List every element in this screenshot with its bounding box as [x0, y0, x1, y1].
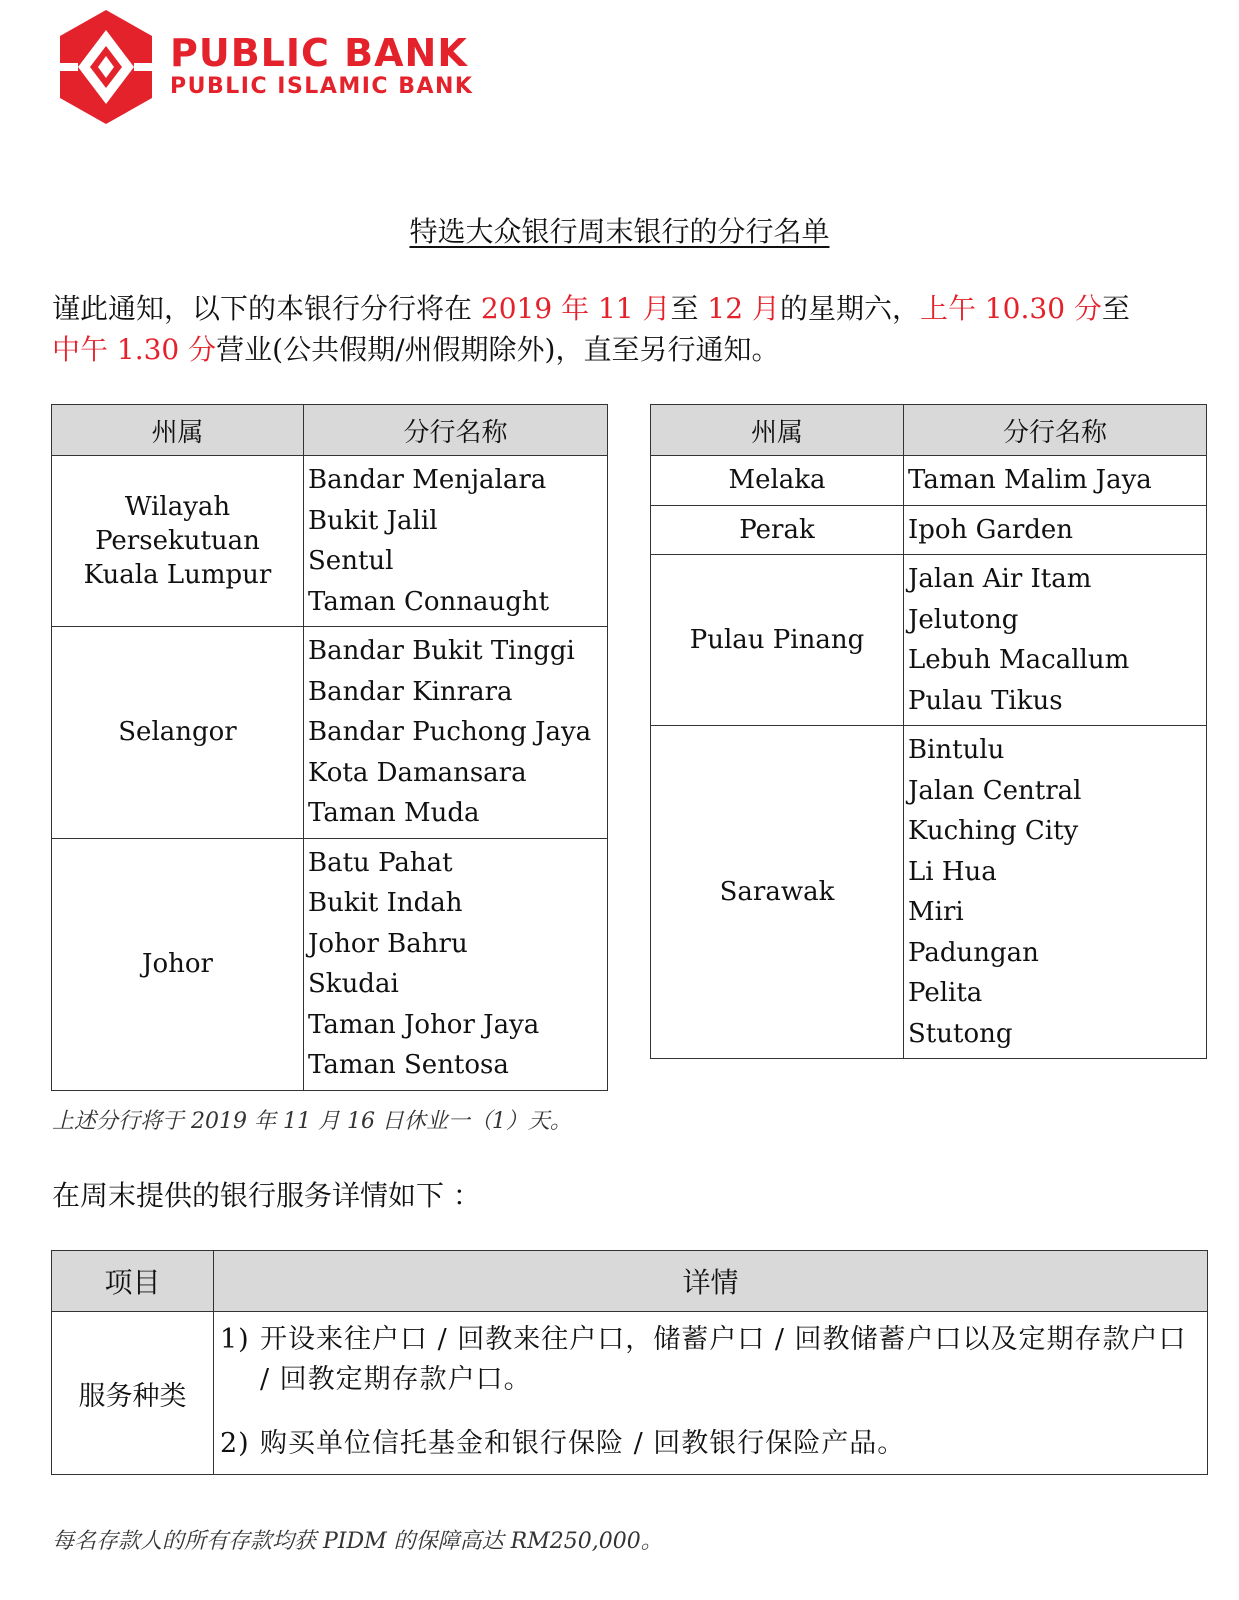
notice-text-4: 至 — [1101, 292, 1130, 325]
service-details — [214, 1312, 1208, 1475]
branch-name: Jalan Central — [908, 775, 1082, 806]
closure-note: 上述分行将于 2019 年 11 月 16 日休业一（1）天。 — [52, 1109, 572, 1134]
item-column-header: 项目 — [52, 1251, 214, 1312]
table-row — [52, 627, 608, 839]
detail-column-header: 详情 — [214, 1251, 1208, 1312]
branch-name: Sentul — [308, 546, 394, 576]
notice-text-3: 的星期六， — [779, 292, 920, 325]
branch-name: Padungan — [908, 937, 1039, 968]
table-row — [651, 555, 1207, 726]
branch-list-cell — [904, 456, 1207, 506]
branch-name: Stutong — [908, 1018, 1013, 1049]
branch-name: Bintulu — [908, 735, 1005, 765]
branch-name: Ipoh Garden — [908, 514, 1074, 545]
branch-name: Bandar Kinrara — [308, 676, 513, 707]
service-item-text: 购买单位信托基金和银行保险 / 回教银行保险产品。 — [260, 1428, 906, 1459]
service-item — [220, 1320, 1203, 1400]
notice-start-time: 上午 10.30 分 — [919, 292, 1102, 325]
branch-name: Lebuh Macallum — [908, 645, 1130, 675]
state-cell — [651, 726, 904, 1059]
branch-column-header: 分行名称 — [304, 405, 608, 456]
branch-name: Johor Bahru — [308, 928, 468, 959]
branch-name: Bukit Jalil — [308, 505, 438, 536]
branch-name: Bandar Bukit Tinggi — [308, 636, 575, 666]
state-cell — [651, 505, 904, 555]
branch-list-cell — [304, 838, 608, 1090]
service-item — [220, 1424, 1203, 1464]
service-item-text: 开设来往户口 / 回教来往户口，储蓄户口 / 回教储蓄户口以及定期存款户口 / 回教定期存款户口。 — [260, 1324, 1187, 1395]
state-name: Sarawak — [719, 877, 835, 907]
state-name: Melaka — [728, 465, 826, 496]
branch-name: Miri — [908, 897, 964, 927]
branch-name: Pulau Tikus — [908, 685, 1063, 716]
branch-list-cell — [904, 505, 1207, 555]
table-row — [651, 726, 1207, 1059]
branch-table-right — [650, 404, 1207, 1059]
branch-name: Skudai — [308, 969, 399, 999]
state-cell — [651, 456, 904, 506]
state-cell — [52, 627, 304, 839]
branch-column-header: 分行名称 — [904, 405, 1207, 456]
table-row — [651, 505, 1207, 555]
state-name: Wilayah — [124, 492, 231, 522]
notice-text-1: 谨此通知，以下的本银行分行将在 — [52, 292, 481, 325]
notice-period-end: 12 月 — [707, 292, 780, 325]
branch-name: Pelita — [908, 978, 983, 1008]
state-name: Pulau Pinang — [689, 625, 865, 655]
branch-name: Batu Pahat — [308, 847, 453, 878]
table-row — [52, 456, 608, 627]
notice-text-5: 营业(公共假期/州假期除外)，直至另行通知。 — [216, 333, 780, 366]
brand-name — [170, 31, 474, 99]
branch-list-cell — [304, 627, 608, 839]
state-cell — [52, 838, 304, 1090]
branch-name: Taman Muda — [308, 798, 480, 828]
branch-name: Kuching City — [908, 816, 1079, 846]
state-name: Persekutuan — [95, 526, 260, 556]
pidm-footer-note: 每名存款人的所有存款均获 PIDM 的保障高达 RM250,000。 — [52, 1529, 663, 1554]
table-row — [651, 456, 1207, 506]
branch-name: Taman Sentosa — [308, 1050, 509, 1080]
branch-list-cell — [304, 456, 608, 627]
table-row — [52, 1312, 1208, 1475]
branch-name: Jalan Air Itam — [908, 564, 1092, 594]
branch-name: Bandar Puchong Jaya — [308, 717, 592, 747]
services-heading: 在周末提供的银行服务详情如下 ： — [52, 1179, 481, 1212]
state-cell — [52, 456, 304, 627]
notice-period-start: 2019 年 11 月 — [480, 292, 671, 325]
page-title: 特选大众银行周末银行的分行名单 — [409, 215, 830, 248]
branch-name: Kota Damansara — [308, 757, 527, 788]
notice-paragraph — [52, 288, 1202, 370]
branch-name: Taman Malim Jaya — [908, 465, 1152, 495]
service-item-number: 2) — [220, 1428, 250, 1459]
service-item-number: 1) — [220, 1324, 250, 1355]
service-category: 服务种类 — [52, 1312, 214, 1475]
state-name: Kuala Lumpur — [83, 560, 272, 590]
branch-list-cell — [904, 555, 1207, 726]
branch-list-cell — [904, 726, 1207, 1059]
branch-table-left — [51, 404, 608, 1091]
state-name: Perak — [739, 514, 815, 545]
public-bank-logo-icon — [58, 8, 154, 126]
brand-line-1: PUBLIC BANK — [170, 31, 468, 75]
branch-name: Li Hua — [908, 856, 997, 887]
state-column-header: 州属 — [52, 405, 304, 456]
state-name: Selangor — [118, 717, 237, 748]
state-cell — [651, 555, 904, 726]
state-column-header: 州属 — [651, 405, 904, 456]
brand-line-2: PUBLIC ISLAMIC BANK — [170, 74, 474, 99]
branch-name: Taman Johor Jaya — [308, 1009, 540, 1040]
state-name: Johor — [142, 949, 213, 979]
services-table — [51, 1250, 1208, 1475]
notice-text-2: 至 — [670, 292, 708, 325]
branch-name: Jelutong — [908, 604, 1019, 635]
branch-name: Bukit Indah — [308, 888, 463, 918]
table-row — [52, 838, 608, 1090]
branch-name: Bandar Menjalara — [308, 465, 547, 495]
notice-end-time: 中午 1.30 分 — [52, 333, 217, 366]
branch-name: Taman Connaught — [308, 586, 550, 617]
